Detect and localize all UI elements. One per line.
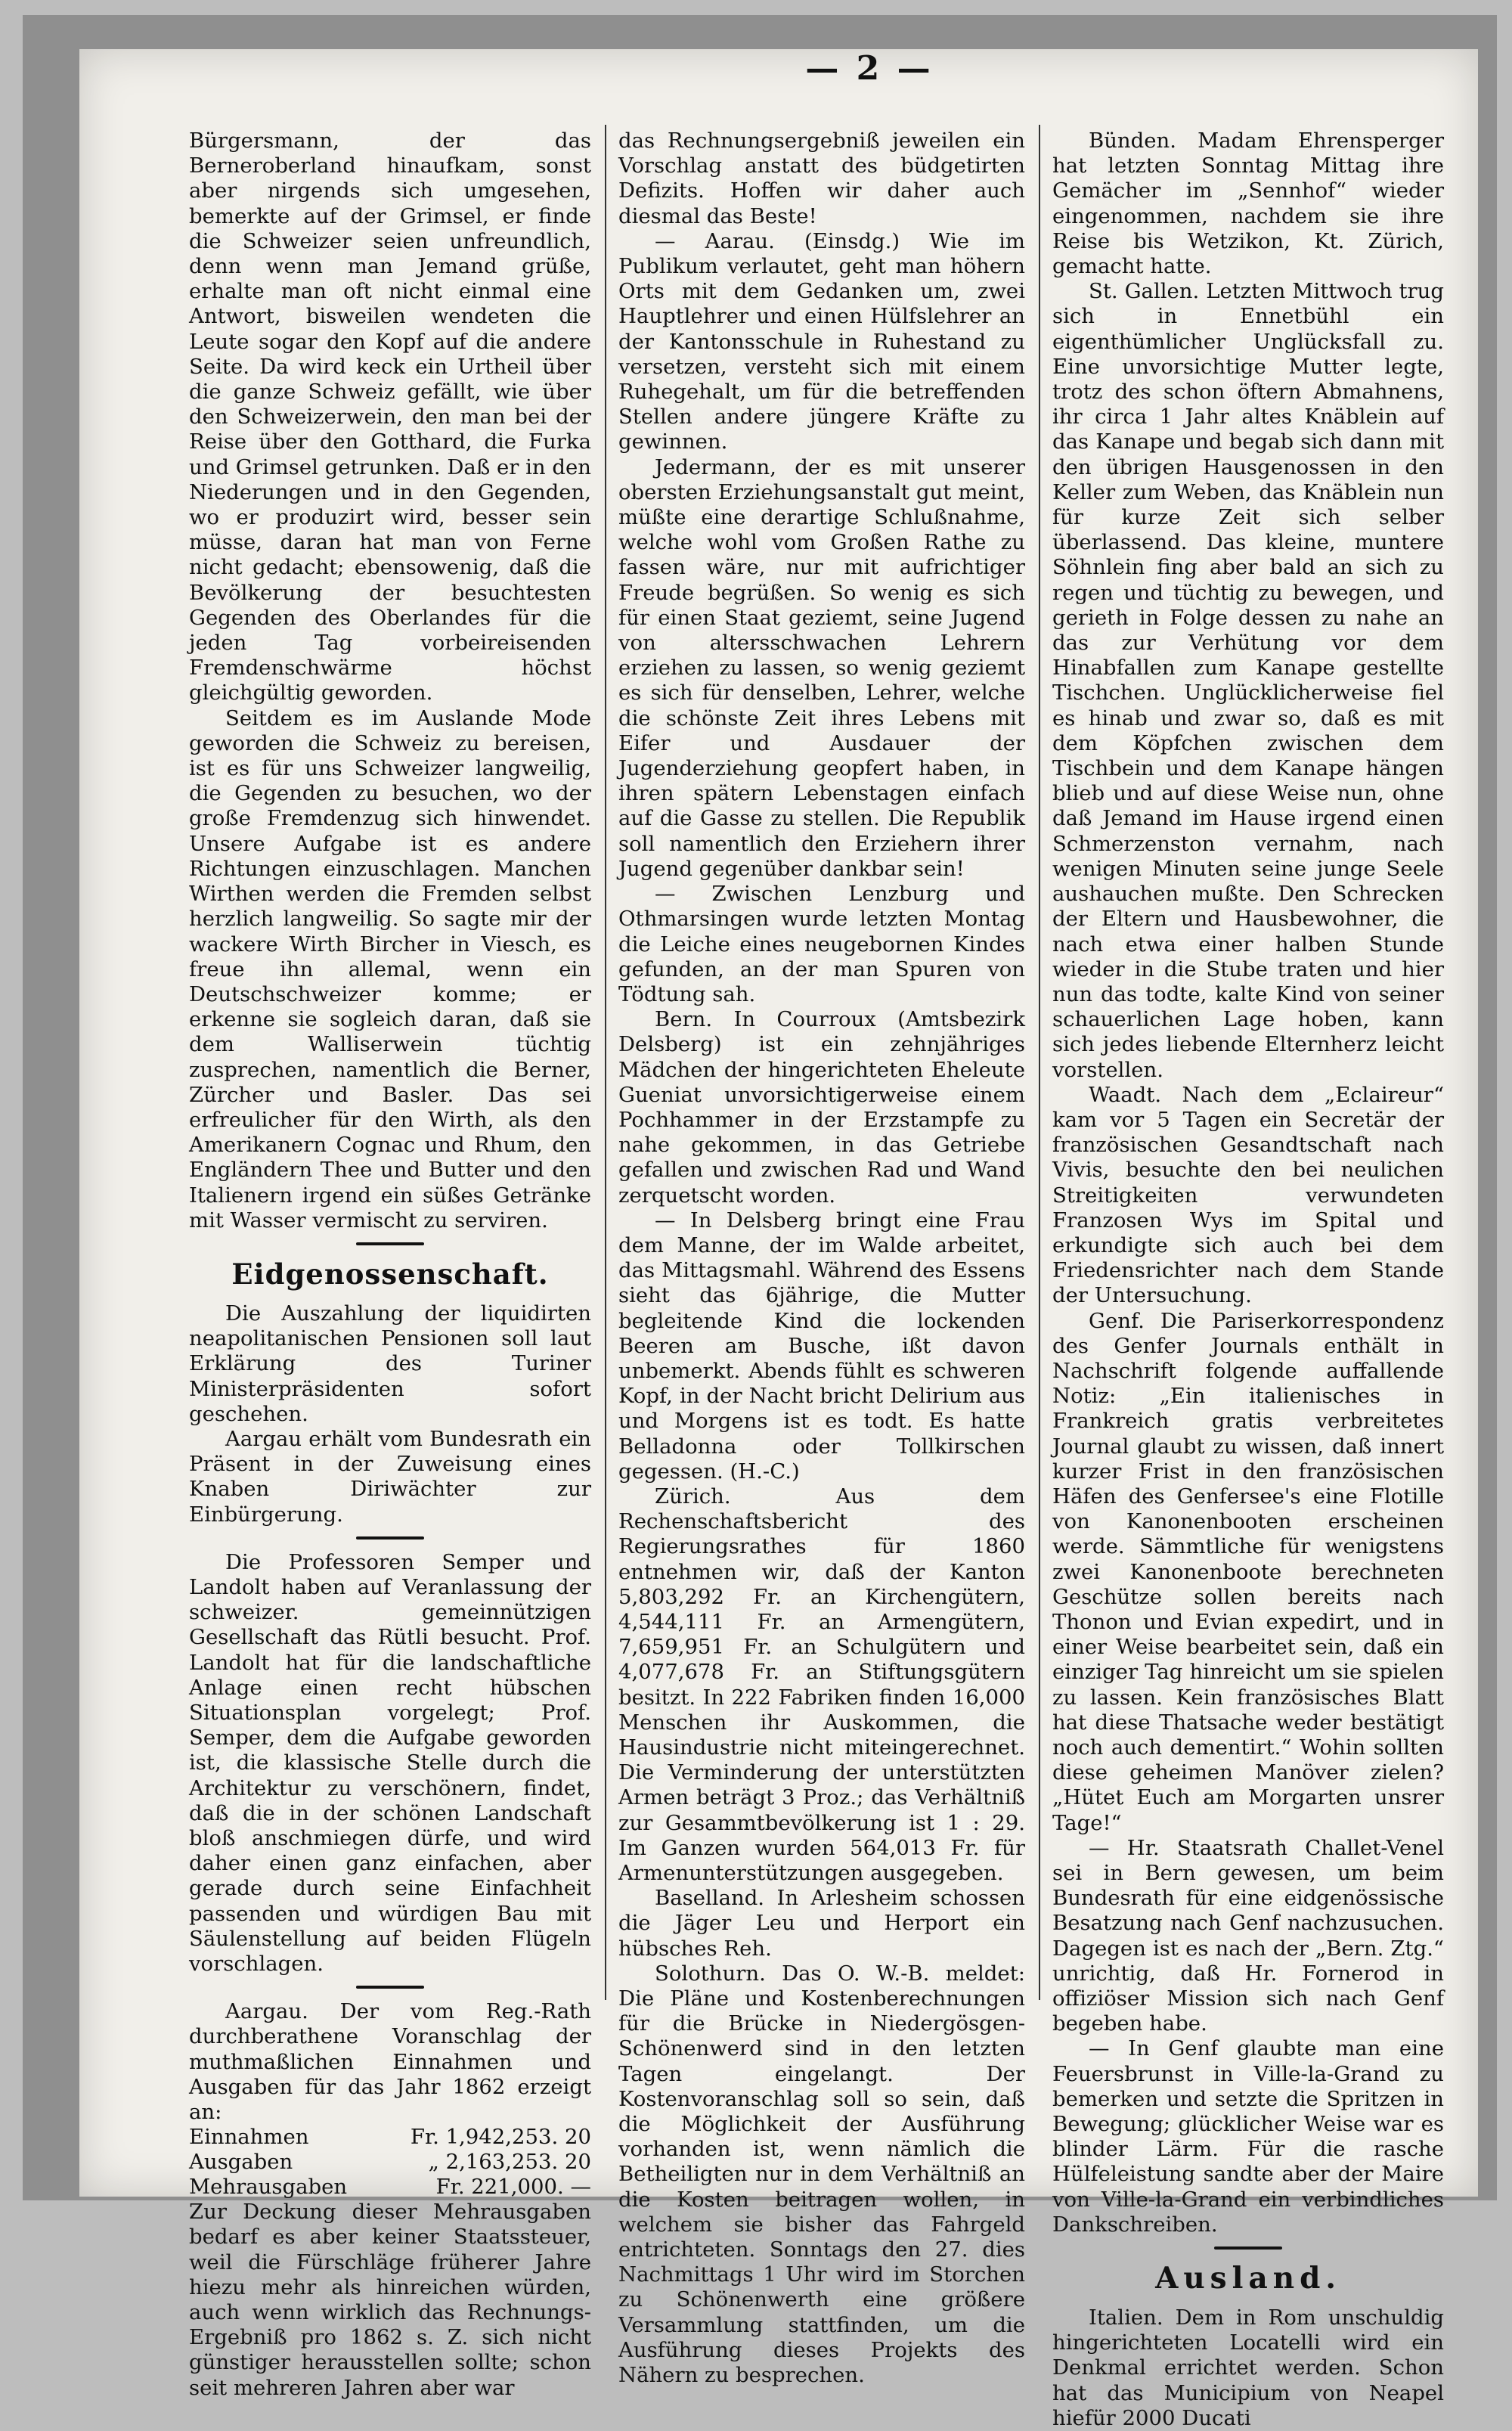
article-paragraph: Solothurn. Das O. W.-B. meldet: Die Pläne und Kostenberechnungen für die Brücke in Niedergösgen-Schönenwerd sind in den letzten Tagen eingelangt. Der Kostenvoranschlag soll so sein, daß die Möglichkeit der Ausführung vorhanden ist, wenn nämlich die Betheiligten nur in dem Verhältniß an die Kosten beitragen wollen, in welchem sie bisher das Fahrgeld entrichteten. Sonntags den 27. dies Nachmittags 1 Uhr wird im Storchen zu Schönenwerth eine größere Versammlung stattfinden, um die Ausführung dieses Projekts des Nähern zu besprechen.	[618, 1961, 1025, 2388]
article-paragraph: St. Gallen. Letzten Mittwoch trug sich in Ennetbühl ein eigenthümlicher Unglücksfall zu. Eine unvorsichtige Mutter legte, trotz des schon öftern Abmahnens, ihr circa 1 Jahr altes Knäblein auf das Kanape und begab sich dann mit den übrigen Hausgenossen in den Keller zum Weben, das Knäblein nun für kurze Zeit sich selber überlassend. Das kleine, muntere Söhnlein fing aber bald an sich zu regen und tüchtig zu bewegen, und gerieth in Folge dessen zu nahe an das zur Verhütung vor dem Hinabfallen zum Kanape gestellte Tischchen. Unglücklicherweise fiel es hinab und zwar so, daß es mit dem Köpfchen zwischen dem Tischbein und dem Kanape hängen blieb und auf diese Weise nun, ohne daß Jemand im Hause irgend einen Schmerzenston vernahm, nach wenigen Minuten seine junge Seele aushauchen mußte. Den Schrecken der Eltern und Hausbewohner, die nach etwa einer halben Stunde wieder in die Stube traten und hier nun das todte, kalte Kind von seiner schauerlichen Lage hoben, kann sich jedes liebende Elternherz leicht vorstellen.	[1052, 279, 1444, 1082]
article-paragraph: Baselland. In Arlesheim schossen die Jäger Leu und Herport ein hübsches Reh.	[618, 1886, 1025, 1961]
article-paragraph: Seitdem es im Auslande Mode geworden die Schweiz zu bereisen, ist es für uns Schweizer langweilig, die Gegenden zu besuchen, wo der große Fremdenzug sich hinwendet. Unsere Aufgabe ist es andere Richtungen einzuschlagen. Manchen Wirthen werden die Fremden selbst herzlich langweilig. So sagte mir der wackere Wirth Bircher in Viesch, es freue ihn allemal, wenn ein Deutschschweizer komme; er erkenne sie sogleich daran, daß sie dem Walliserwein tüchtig zusprechen, namentlich die Berner, Zürcher und Basler. Das sei erfreulicher für den Wirth, als den Amerikanern Cognac und Rhum, den Engländern Thee und Butter und den Italienern irgend ein süßes Getränke mit Wasser vermischt zu serviren.	[189, 705, 591, 1233]
article-paragraph: Aargau erhält vom Bundesrath ein Präsent in der Zuweisung eines Knaben Diriwächter zur Einbürgerung.	[189, 1426, 591, 1527]
column-rule-2	[1039, 125, 1040, 2000]
article-paragraph: Jedermann, der es mit unserer obersten Erziehungsanstalt gut meint, müßte eine derartige Schlußnahme, welche wohl vom Großen Rathe zu fassen wäre, nur mit aufrichtiger Freude begrüßen. So wenig es sich für einen Staat geziemt, seine Jugend von altersschwachen Lehrern erziehen zu lassen, so wenig geziemt es sich für denselben, Lehrer, welche die schönste Zeit ihres Lebens mit Eifer und Ausdauer der Jugenderziehung geopfert haben, in ihren spätern Lebenstagen einfach auf die Gasse zu stellen. Die Republik soll namentlich den Erziehern ihrer Jugend gegenüber dankbar sein!	[618, 454, 1025, 881]
article-paragraph: Bern. In Courroux (Amtsbezirk Delsberg) ist ein zehnjähriges Mädchen der hingerichteten Eheleute Gueniat unvorsichtigerweise einem Pochhammer in der Erzstampfe zu nahe gekommen, in das Getriebe gefallen und zwischen Rad und Wand zerquetscht worden.	[618, 1007, 1025, 1208]
article-paragraph: — Aarau. (Einsdg.) Wie im Publikum verlautet, geht man höhern Orts mit dem Gedanken um, zwei Hauptlehrer und einen Hülfslehrer an der Kantonsschule in Ruhestand zu versetzen, versteht sich mit einem Ruhegehalt, um für die betreffenden Stellen andere jüngere Kräfte zu gewinnen.	[618, 228, 1025, 454]
budget-label: Einnahmen	[189, 2125, 309, 2150]
section-separator	[356, 1986, 424, 1989]
article-paragraph: — Zwischen Lenzburg und Othmarsingen wurde letzten Montag die Leiche eines neugebornen Kindes gefunden, an der man Spuren von Tödtung sah.	[618, 882, 1025, 1006]
text-column-3	[1052, 129, 1444, 2431]
section-separator	[1214, 2247, 1282, 2250]
budget-label: Mehrausgaben	[189, 2175, 348, 2200]
article-paragraph: das Rechnungsergebniß jeweilen ein Vorschlag anstatt des büdgetirten Defizits. Hoffen wir daher auch diesmal das Beste!	[618, 129, 1025, 228]
article-paragraph: — In Delsberg bringt eine Frau dem Manne, der im Walde arbeitet, das Mittagsmahl. Während des Essens sieht das 6jährige, die Mutter begleitende Kind die lockenden Beeren am Busche, ißt davon unbemerkt. Abends fühlt es schweren Kopf, in der Nacht bricht Delirium aus und Morgens ist es todt. Es hatte Belladonna oder Tollkirschen gegessen. (H.-C.)	[618, 1208, 1025, 1484]
budget-row	[189, 2175, 591, 2200]
article-paragraph: — In Genf glaubte man eine Feuersbrunst in Ville-la-Grand zu bemerken und setzte die Spritzen in Bewegung; glücklicher Weise war es blinder Lärm. Für die rasche Hülfeleistung sandte aber der Maire von Ville-la-Grand ein verbindliches Dankschreiben.	[1052, 2036, 1444, 2237]
column-rule-1	[605, 125, 606, 2000]
article-paragraph: Die Professoren Semper und Landolt haben auf Veranlassung der schweizer. gemeinnützigen Gesellschaft das Rütli besucht. Prof. Landolt hat für die landschaftliche Anlage einen recht hübschen Situationsplan vorgelegt; Prof. Semper, dem die Aufgabe geworden ist, die klassische Stelle durch die Architektur zu verschönern, findet, daß die in der schönen Landschaft bloß anschmiegen dürfe, und wird daher einen ganz einfachen, aber gerade durch seine Einfachheit passenden und würdigen Bau mit Säulenstellung auf beiden Flügeln vorschlagen.	[189, 1549, 591, 1977]
article-paragraph: Bünden. Madam Ehrensperger hat letzten Sonntag Mittag ihre Gemächer im „Sennhof“ wieder eingenommen, nachdem sie ihre Reise bis Wetzikon, Kt. Zürich, gemacht hatte.	[1052, 129, 1444, 279]
article-paragraph: Aargau. Der vom Reg.-Rath durchberathene Voranschlag der muthmaßlichen Einnahmen und Ausgaben für das Jahr 1862 erzeigt an:	[189, 1999, 591, 2125]
budget-row	[189, 2125, 591, 2150]
article-paragraph: Zürich. Aus dem Rechenschaftsbericht des Regierungsrathes für 1860 entnehmen wir, daß der Kanton 5,803,292 Fr. an Kirchengütern, 4,544,111 Fr. an Armengütern, 7,659,951 Fr. an Schulgütern und 4,077,678 Fr. an Stiftungsgütern besitzt. In 222 Fabriken finden 16,000 Menschen ihr Auskommen, die Hausindustrie nicht miteingerechnet. Die Verminderung der unterstützten Armen beträgt 3 Proz.; das Verhältniß zur Gesammtbevölkerung ist 1 : 29. Im Ganzen wurden 564,013 Fr. für Armenunterstützungen ausgegeben.	[618, 1484, 1025, 1886]
text-column-1	[189, 129, 591, 2401]
article-paragraph: Zur Deckung dieser Mehrausgaben bedarf es aber keiner Staatssteuer, weil die Fürschläge früherer Jahre hiezu mehr als hinreichen würden, auch wenn wirklich das Rechnungs-Ergebniß pro 1862 s. Z. sich nicht günstiger herausstellen sollte; schon seit mehreren Jahren aber war	[189, 2200, 591, 2400]
section-separator	[356, 1242, 424, 1245]
budget-row	[189, 2150, 591, 2175]
article-paragraph: Bürgersmann, der das Berneroberland hinaufkam, sonst aber nirgends sich umgesehen, bemerkte auf der Grimsel, er finde die Schweizer seien unfreundlich, denn wenn man Jemand grüße, erhalte man oft nicht einmal eine Antwort, bisweilen wendeten die Leute sogar den Kopf auf die andere Seite. Da wird keck ein Urtheil über die ganze Schweiz gefällt, wie über den Schweizerwein, den man bei der Reise über den Gotthard, die Furka und Grimsel getrunken. Daß er in den Niederungen und in den Gegenden, wo er produzirt wird, besser sein müsse, daran hat man von Ferne nicht gedacht; ebensowenig, daß die Bevölkerung der besuchtesten Gegenden des Oberlandes für die jeden Tag vorbeireisenden Fremdenschwärme höchst gleichgültig geworden.	[189, 129, 591, 705]
article-paragraph: Waadt. Nach dem „Eclaireur“ kam vor 5 Tagen ein Secretär der französischen Gesandtschaft nach Vivis, besuchte den bei neulichen Streitigkeiten verwundeten Franzosen Wys im Spital und erkundigte sich auch bei dem Friedensrichter nach dem Stande der Untersuchung.	[1052, 1082, 1444, 1308]
section-heading: Ausland.	[1155, 2261, 1341, 2296]
text-column-2	[618, 129, 1025, 2388]
page-number: — 2 —	[805, 49, 934, 88]
budget-amount: „ 2,163,253. 20	[428, 2150, 591, 2175]
section-heading: Eidgenossenschaft.	[231, 1257, 549, 1291]
budget-amount: Fr. 1,942,253. 20	[410, 2125, 591, 2150]
budget-label: Ausgaben	[189, 2150, 293, 2175]
article-paragraph: Die Auszahlung der liquidirten neapolitanischen Pensionen soll laut Erklärung des Turiner Ministerpräsidenten sofort geschehen.	[189, 1301, 591, 1426]
budget-table	[189, 2125, 591, 2200]
article-paragraph: — Hr. Staatsrath Challet-Venel sei in Bern gewesen, um beim Bundesrath für eine eidgenössische Besatzung nach Genf nachzusuchen. Dagegen ist es nach der „Bern. Ztg.“ unrichtig, daß Hr. Fornerod in offiziöser Mission sich nach Genf begeben habe.	[1052, 1835, 1444, 2036]
article-paragraph: Italien. Dem in Rom unschuldig hingerichteten Locatelli wird ein Denkmal errichtet werden. Schon hat das Municipium von Neapel hiefür 2000 Ducati	[1052, 2305, 1444, 2430]
budget-amount: Fr. 221,000. —	[435, 2175, 591, 2200]
article-paragraph: Genf. Die Pariserkorrespondenz des Genfer Journals enthält in Nachschrift folgende auffallende Notiz: „Ein italienisches in Frankreich gratis verbreitetes Journal glaubt zu wissen, daß innert kurzer Frist in den französischen Häfen des Genfersee's eine Flotille von Kanonenbooten erscheinen werde. Sämmtliche für wenigstens zwei Kanonenboote berechneten Geschütze sollen bereits nach Thonon und Evian expedirt, und in einer Weise bearbeitet sein, daß ein einziger Tag hinreicht um sie spielen zu lassen. Kein französisches Blatt hat diese Thatsache weder bestätigt noch auch dementirt.“ Wohin sollten diese geheimen Manöver zielen? „Hütet Euch am Morgarten unsrer Tage!“	[1052, 1308, 1444, 1835]
section-separator	[356, 1536, 424, 1540]
